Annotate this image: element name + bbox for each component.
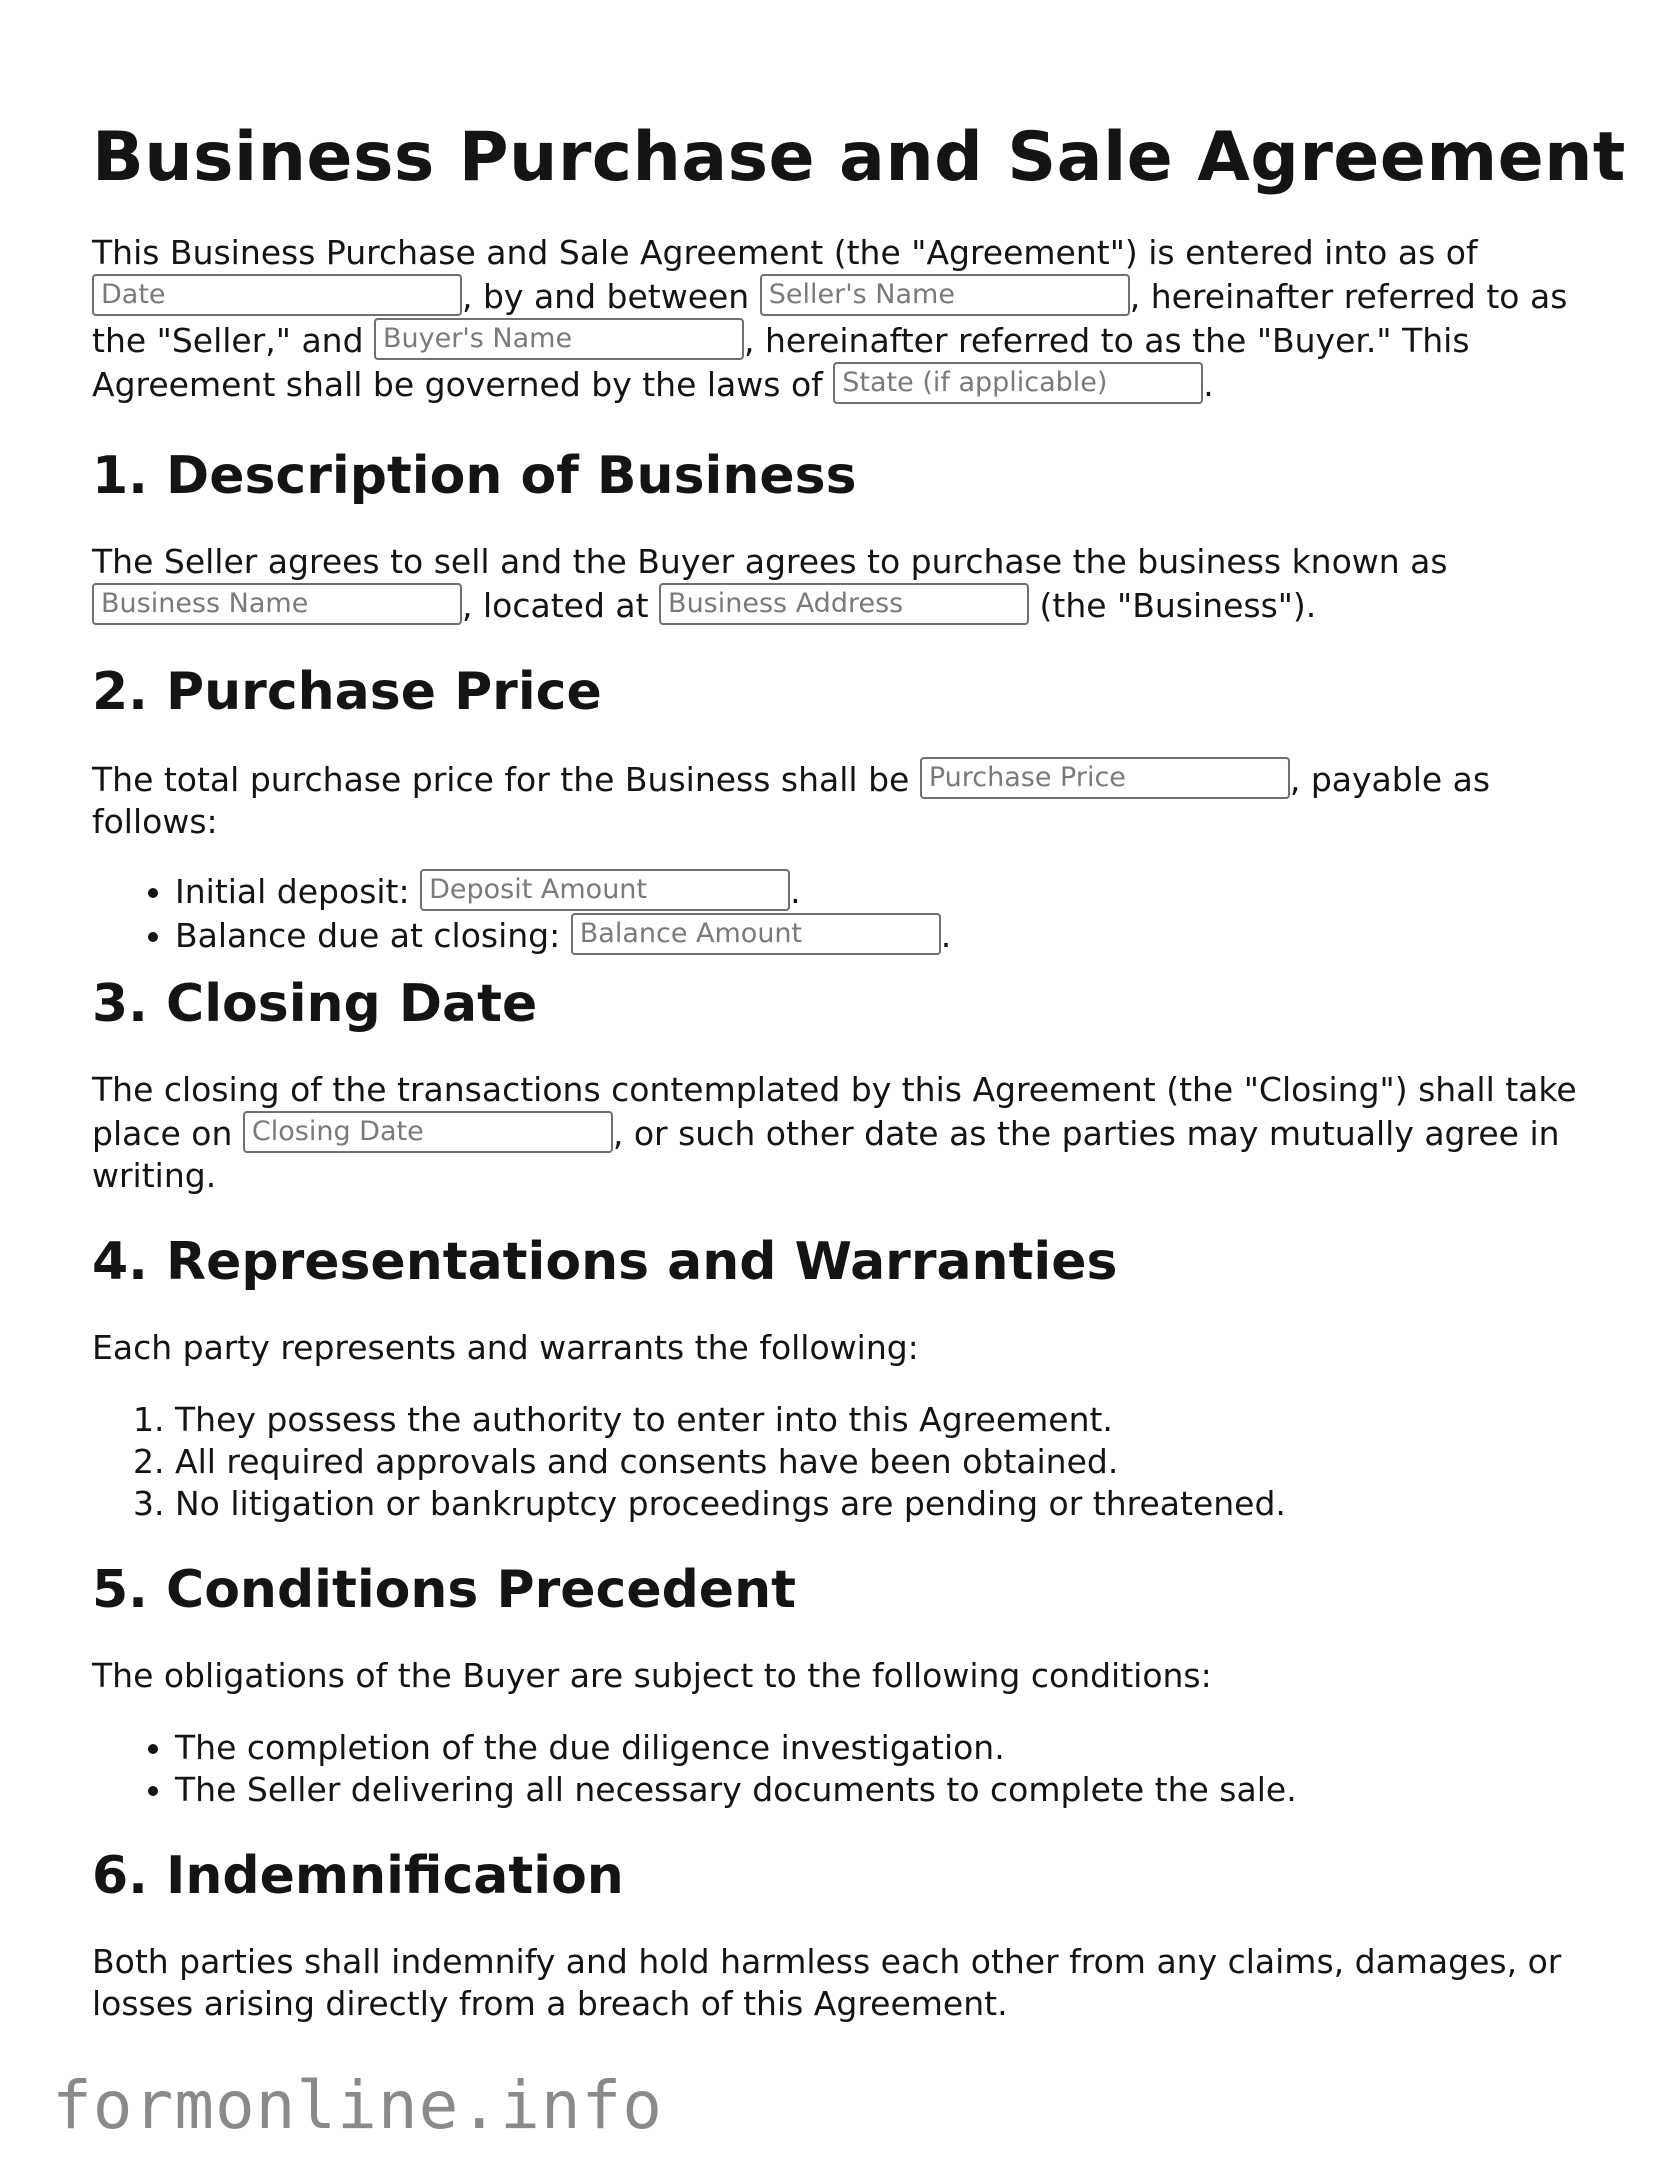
closing-date-field[interactable]: Closing Date: [243, 1111, 613, 1153]
closing-date-paragraph: [92, 1069, 1592, 1197]
list-item: • The completion of the due diligence investigation.: [175, 1727, 1592, 1769]
buyer-name-field[interactable]: Buyer's Name: [374, 318, 744, 360]
state-field[interactable]: State (if applicable): [833, 362, 1203, 404]
list-item: 2. All required approvals and consents have been obtained.: [175, 1441, 1592, 1483]
indemnification-paragraph: Both parties shall indemnify and hold harmless each other from any claims, damages, or losses arising directly from a breach of this Agreement.: [92, 1942, 1562, 2023]
conditions-intro: The obligations of the Buyer are subject to the following conditions:: [92, 1656, 1212, 1695]
balance-amount-field[interactable]: Balance Amount: [571, 913, 941, 955]
list-item: 3. No litigation or bankruptcy proceedings are pending or threatened.: [175, 1483, 1592, 1525]
seller-name-field[interactable]: Seller's Name: [760, 274, 1130, 316]
section-heading-closing-date: 3. Closing Date: [92, 974, 538, 1034]
section-heading-conditions: 5. Conditions Precedent: [92, 1560, 796, 1620]
representations-intro: Each party represents and warrants the following:: [92, 1328, 919, 1367]
purchase-price-text-2: , payable as follows:: [92, 760, 1491, 841]
document-page: [92, 0, 1626, 2025]
balance-label: Balance due at closing:: [175, 916, 561, 955]
deposit-period: .: [790, 872, 801, 911]
description-text-1: The Seller agrees to sell and the Buyer agrees to purchase the business known as: [92, 542, 1448, 581]
watermark: formonline.info: [52, 2067, 664, 2144]
intro-paragraph: [92, 232, 1572, 406]
list-item: 1. They possess the authority to enter into this Agreement.: [175, 1399, 1592, 1441]
closing-text-2: , or such other date as the parties may mutually agree in writing.: [92, 1114, 1560, 1195]
intro-text-5: .: [1203, 365, 1214, 404]
closing-text-1: The closing of the transactions contemplated by this Agreement (the "Closing") shall take place on: [92, 1070, 1577, 1153]
deposit-label: Initial deposit:: [175, 872, 410, 911]
section-heading-purchase-price: 2. Purchase Price: [92, 662, 602, 722]
intro-text-3: , hereinafter referred to as the "Seller," and: [92, 277, 1568, 360]
payment-terms-list: [92, 869, 1592, 957]
intro-text-2: , by and between: [462, 277, 750, 316]
deposit-amount-field[interactable]: Deposit Amount: [420, 869, 790, 911]
representations-list: [92, 1399, 1592, 1525]
list-item: • The Seller delivering all necessary documents to complete the sale.: [175, 1769, 1592, 1811]
list-item: [175, 913, 1592, 957]
section-heading-representations: 4. Representations and Warranties: [92, 1232, 1118, 1292]
purchase-price-text-1: The total purchase price for the Business shall be: [92, 760, 910, 799]
description-paragraph: [92, 541, 1592, 627]
balance-period: .: [940, 916, 952, 955]
section-heading-indemnification: 6. Indemnification: [92, 1846, 624, 1906]
business-address-field[interactable]: Business Address: [659, 583, 1029, 625]
date-field[interactable]: Date: [92, 274, 462, 316]
business-name-field[interactable]: Business Name: [92, 583, 462, 625]
purchase-price-paragraph: [92, 757, 1592, 843]
section-heading-description: 1. Description of Business: [92, 446, 857, 506]
description-text-2: , located at: [462, 586, 649, 625]
intro-text-1: This Business Purchase and Sale Agreement (the "Agreement") is entered into as of: [92, 233, 1478, 272]
list-item: [175, 869, 1592, 913]
purchase-price-field[interactable]: Purchase Price: [920, 757, 1290, 799]
description-text-3: (the "Business").: [1029, 586, 1317, 625]
document-title: Business Purchase and Sale Agreement: [92, 118, 1626, 197]
conditions-list: [92, 1727, 1592, 1811]
intro-text-4: , hereinafter referred to as the "Buyer." This Agreement shall be governed by the laws of: [92, 321, 1470, 404]
